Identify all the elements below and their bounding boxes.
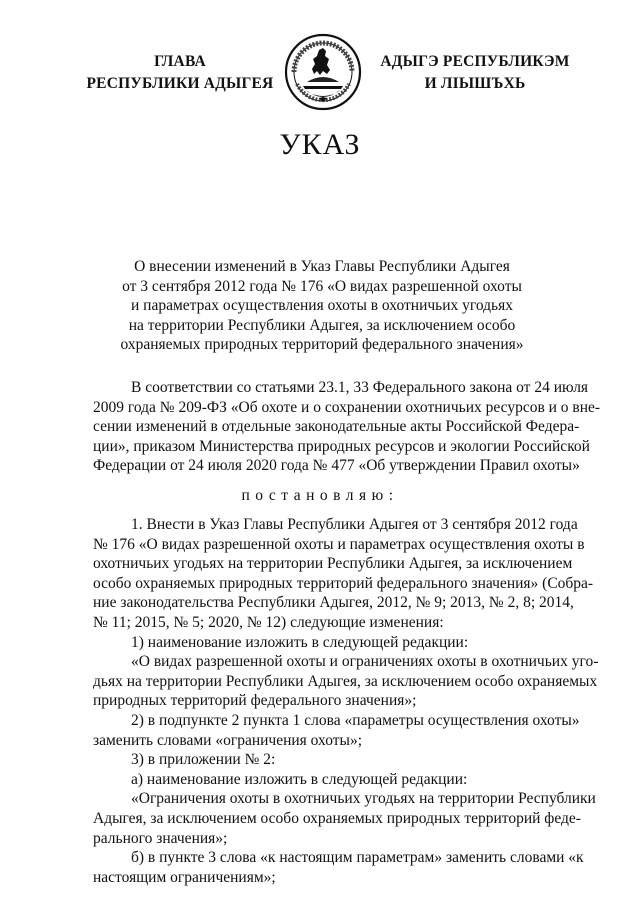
decree-item-line: 1. Внести в Указ Главы Республики Адыгея от 3 сентября 2012 года	[131, 516, 578, 533]
decree-item-line: настоящим ограничениям»;	[93, 868, 276, 886]
coat-of-arms-icon	[283, 32, 363, 112]
decree-item-line: б) в пункте 3 слова «к настоящим параметрам» заменить словами «к	[131, 849, 584, 867]
decree-item-line: № 176 «О видах разрешенной охоты и параметрах осуществления охоты в	[93, 535, 585, 553]
decree-items	[93, 515, 599, 887]
header-right-line: АДЫГЭ РЕСПУБЛИКЭМ	[380, 53, 570, 70]
document-title	[110, 257, 534, 355]
preamble-line: Федерации от 24 июля 2020 года № 477 «Об утверждении Правил охоты»	[93, 457, 580, 475]
title-line: охраняемых природных территорий федерального значения»	[120, 336, 524, 354]
header-right-line: И ЛІЫШЪХЬ	[424, 75, 526, 92]
title-line: О внесении изменений в Указ Главы Республики Адыгея	[134, 258, 510, 275]
header-left-line: РЕСПУБЛИКИ АДЫГЕЯ	[86, 75, 274, 92]
decree-item-line: особо охраняемых природных территорий федерального значения» (Собра-	[93, 574, 594, 592]
preamble-line: В соответствии со статьями 23.1, 33 Федерального закона от 24 июля	[131, 379, 589, 396]
header-right-issuer	[380, 51, 570, 95]
decree-item-line: 2) в подпункте 2 пункта 1 слова «параметры осуществления охоты»	[131, 711, 580, 729]
decree-word: постановляю:	[241, 487, 399, 504]
decree-item-line: природных территорий федерального значения»;	[93, 692, 417, 710]
decree-item-line: «О видах разрешенной охоты и ограничениях охоты в охотничьих уго-	[131, 653, 599, 671]
decree-item-line: ние законодательства Республики Адыгея, 2012, № 9; 2013, № 2, 8; 2014,	[93, 594, 574, 612]
preamble-line: 2009 года № 209-ФЗ «Об охоте и о сохранении охотничьих ресурсов и о вне-	[93, 398, 601, 416]
preamble-line: сении изменений в отдельные законодательные акты Российской Федера-	[93, 418, 580, 436]
header-left-line: ГЛАВА	[154, 53, 206, 70]
decree-item-line: а) наименование изложить в следующей редакции:	[131, 770, 468, 788]
decree-item-line: № 11; 2015, № 5; 2020, № 12) следующие изменения:	[93, 613, 444, 631]
decree-item-line: дьях на территории Республики Адыгея, за исключением особо охраняемых	[93, 672, 598, 690]
decree-item-line: рального значения»;	[93, 829, 228, 847]
decree-item-line: 3) в приложении № 2:	[131, 751, 276, 769]
document-type-heading: УКАЗ	[279, 128, 361, 161]
preamble-paragraph	[93, 378, 601, 476]
preamble-line: ции», приказом Министерства природных ресурсов и экологии Российской	[93, 437, 590, 455]
decree-item-line: «Ограничения охоты в охотничьих угодьях на территории Республики	[131, 790, 596, 808]
title-line: на территории Республики Адыгея, за исключением особо	[128, 316, 516, 334]
decree-item-line: 1) наименование изложить в следующей редакции:	[131, 633, 469, 651]
decree-item-line: Адыгея, за исключением особо охраняемых природных территорий феде-	[93, 809, 581, 827]
title-line: от 3 сентября 2012 года № 176 «О видах разрешенной охоты	[122, 277, 522, 295]
header-left-issuer	[80, 51, 280, 95]
decree-item-line: охотничьих угодьях на территории Республики Адыгея, за исключением	[93, 555, 573, 573]
title-line: и параметрах осуществления охоты в охотничьих угодьях	[130, 297, 514, 315]
decree-item-line: заменить словами «ограничения охоты»;	[93, 731, 362, 749]
